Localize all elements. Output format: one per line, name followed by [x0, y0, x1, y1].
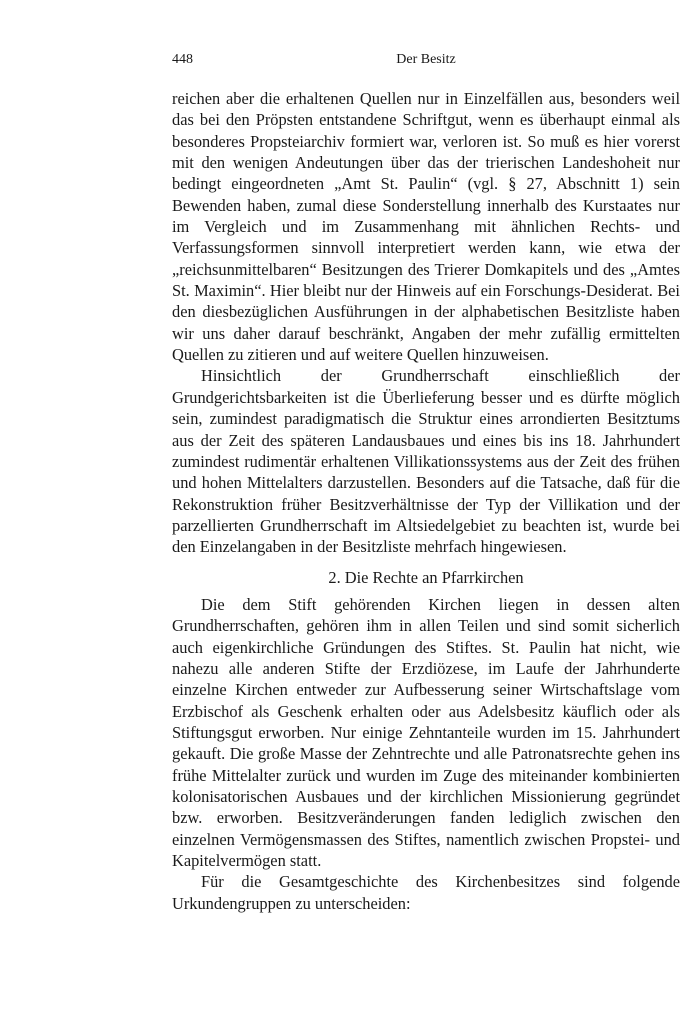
page-header [172, 50, 680, 70]
paragraph-continued: reichen aber die erhaltenen Quellen nur in Einzelfällen aus, besonders weil das bei den Pröpsten entstandene Schriftgut, wenn es überhaupt einmal als besonderes Propsteiarchiv formiert war, verloren ist. So muß es hier vorerst mit den wenigen Andeutungen über das der trierischen Landeshoheit nur bedingt eingeordneten „Amt St. Paulin“ (vgl. § 27, Abschnitt 1) sein Bewenden haben, zumal diese Sonderstellung innerhalb des Kurstaates nur im Vergleich und im Zusammenhang mit ähnlichen Rechts- und Verfassungsformen sinnvoll interpretiert werden kann, wie etwa der „reichsunmittelbaren“ Besitzungen des Trierer Domkapitels und des „Amtes St. Maximin“. Hier bleibt nur der Hinweis auf ein Forschungs-Desiderat. Bei den diesbezüglichen Ausführungen in der alphabetischen Besitzliste haben wir uns daher darauf beschränkt, Angaben der mehr zufällig ermittelten Quellen zu zitieren und auf weitere Quellen hinzuweisen. [172, 89, 680, 365]
page-number: 448 [172, 52, 193, 67]
running-title: Der Besitz [396, 52, 456, 67]
paragraph-grundherrschaft: Hinsichtlich der Grundherrschaft einschließlich der Grundgerichtsbarkeiten ist die Überlieferung besser und es dürfte möglich sein, zumindest paradigmatisch die Struktur eines arrondierten Besitztums aus der Zeit des späteren Landausbaues und eines bis ins 18. Jahrhundert zumindest rudimentär erhaltenen Villikationssystems aus der Zeit des frühen und hohen Mittelalters darzustellen. Besonders auf die Tatsache, daß für die Rekonstruktion früher Besitzverhältnisse der Typ der Villikation und der parzellierten Grundherrschaft im Altsiedelgebiet zu beachten ist, wurde bei den Einzelangaben in der Besitzliste mehrfach hingewiesen. [172, 366, 680, 557]
paragraph-urkundengruppen: Für die Gesamtgeschichte des Kirchenbesitzes sind folgende Urkundengruppen zu unterscheiden: [172, 872, 680, 913]
section-heading: 2. Die Rechte an Pfarrkirchen [328, 567, 524, 587]
body-text [172, 88, 680, 914]
paragraph-kirchen: Die dem Stift gehörenden Kirchen liegen in dessen alten Grundherrschaften, gehören ihm in allen Teilen und sind somit sicherlich auch eigenkirchliche Gründungen des Stiftes. St. Paulin hat nicht, wie nahezu alle anderen Stifte der Erzdiözese, im Laufe der Jahrhunderte einzelne Kirchen entweder zur Aufbesserung seiner Wirtschaftslage vom Erzbischof als Geschenk erhalten oder aus Adelsbesitz käuflich oder als Stiftungsgut erworben. Nur einige Zehntanteile wurden im 15. Jahrhundert gekauft. Die große Masse der Zehntrechte und alle Patronatsrechte gehen ins frühe Mittelalter zurück und wurden im Zuge des miteinander kombinierten kolonisatorischen Ausbaues und der kirchlichen Missionierung gegründet bzw. erworben. Besitzveränderungen fanden lediglich zwischen den einzelnen Vermögensmassen des Stiftes, namentlich zwischen Propstei- und Kapitelvermögen statt. [172, 594, 680, 871]
